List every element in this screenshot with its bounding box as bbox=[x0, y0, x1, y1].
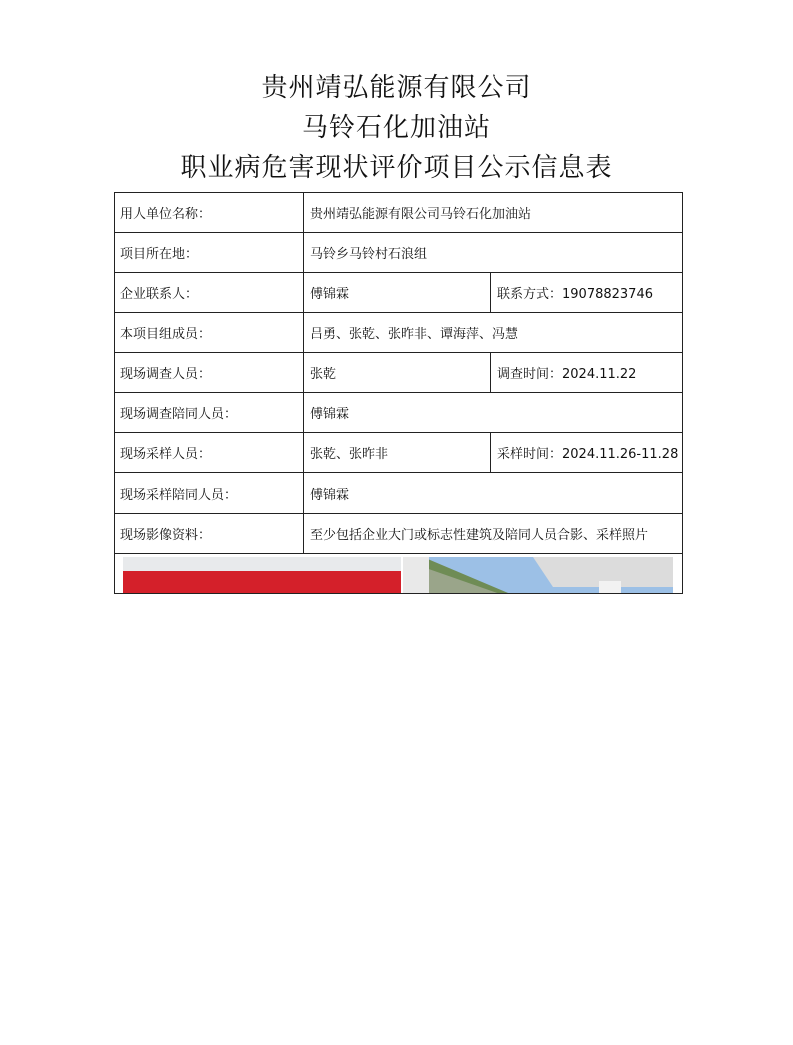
table-row bbox=[115, 433, 683, 473]
table-row bbox=[115, 193, 683, 233]
contact-value: 傅锦霖 bbox=[304, 273, 491, 313]
sampling-value: 张乾、张昨非 bbox=[304, 433, 491, 473]
phone-text: 联系方式：19078823746 bbox=[491, 273, 683, 313]
sampling-escort-value: 傅锦霖 bbox=[304, 473, 683, 514]
form-title: 职业病危害现状评价项目公示信息表 bbox=[180, 153, 613, 183]
employer-label: 用人单位名称： bbox=[115, 193, 304, 233]
media-value: 至少包括企业大门或标志性建筑及陪同人员合影、采样照片 bbox=[304, 514, 683, 554]
table-row bbox=[115, 554, 683, 594]
survey-label: 现场调查人员： bbox=[115, 353, 304, 393]
entrance-group-photo bbox=[123, 557, 401, 594]
sampling-escort-label: 现场采样陪同人员： bbox=[115, 473, 304, 514]
survey-escort-label: 现场调查陪同人员： bbox=[115, 393, 304, 433]
table-row bbox=[115, 313, 683, 353]
table-row bbox=[115, 514, 683, 554]
forecourt-photo bbox=[403, 557, 673, 594]
document-header bbox=[0, 68, 793, 188]
survey-value: 张乾 bbox=[304, 353, 491, 393]
table-row bbox=[115, 233, 683, 273]
contact-label: 企业联系人： bbox=[115, 273, 304, 313]
employer-value: 贵州靖弘能源有限公司马铃石化加油站 bbox=[304, 193, 683, 233]
sampling-label: 现场采样人员： bbox=[115, 433, 304, 473]
table-row bbox=[115, 393, 683, 433]
company-title: 贵州靖弘能源有限公司 bbox=[261, 73, 532, 103]
info-table bbox=[114, 192, 683, 594]
table-row bbox=[115, 273, 683, 313]
members-value: 吕勇、张乾、张昨非、谭海萍、冯慧 bbox=[304, 313, 683, 353]
members-label: 本项目组成员： bbox=[115, 313, 304, 353]
location-value: 马铃乡马铃村石浪组 bbox=[304, 233, 683, 273]
photos-cell bbox=[115, 554, 683, 594]
location-label: 项目所在地： bbox=[115, 233, 304, 273]
survey-time-text: 调查时间：2024.11.22 bbox=[491, 353, 683, 393]
sampling-time-text: 采样时间：2024.11.26-11.28 bbox=[491, 433, 683, 473]
station-title: 马铃石化加油站 bbox=[301, 113, 491, 143]
survey-escort-value: 傅锦霖 bbox=[304, 393, 683, 433]
media-label: 现场影像资料： bbox=[115, 514, 304, 554]
table-row bbox=[115, 473, 683, 514]
table-row bbox=[115, 353, 683, 393]
